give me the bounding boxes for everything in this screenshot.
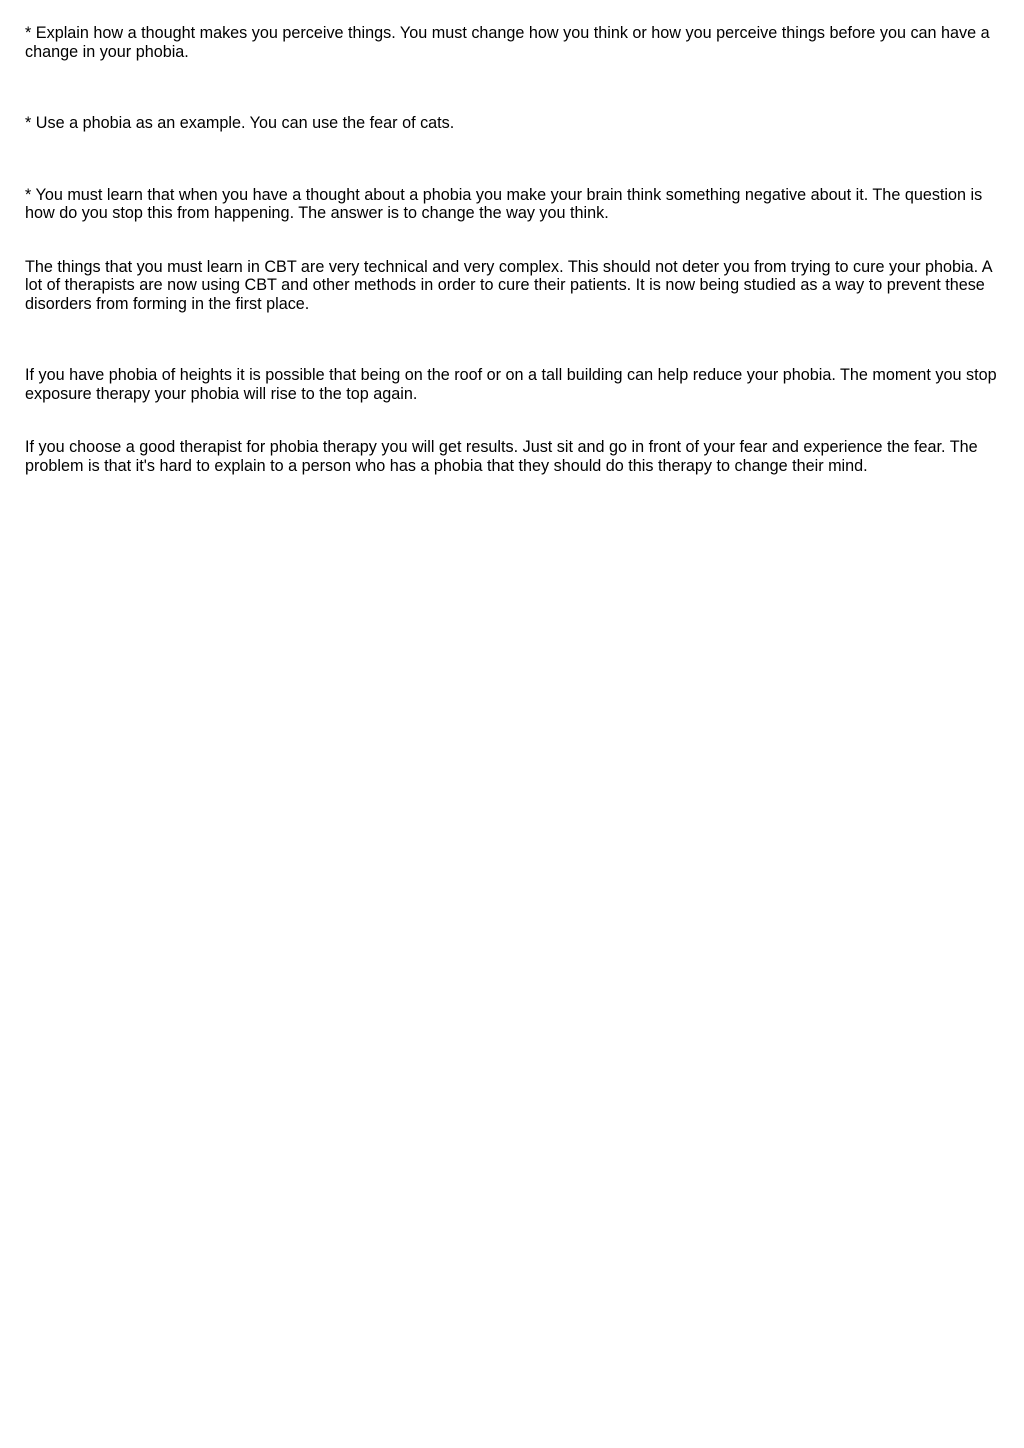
spacer xyxy=(25,61,1001,114)
paragraph-cbt-technical: The things that you must learn in CBT are very technical and very complex. This should not deter you from trying to cure your phobia. A lot of therapists are now using CBT and other methods in order to cure their patients. It is now being studied as a way to prevent these disorders from forming in the first place. xyxy=(25,257,992,313)
paragraph-heights-phobia: If you have phobia of heights it is possible that being on the roof or on a tall building can help reduce your phobia. The moment you stop exposure therapy your phobia will rise to the top again. xyxy=(25,366,997,403)
paragraph-phobia-example: * Use a phobia as an example. You can use the fear of cats. xyxy=(25,114,455,132)
spacer xyxy=(25,313,1001,366)
spacer xyxy=(25,223,1001,258)
document-body xyxy=(25,24,1001,475)
spacer xyxy=(25,403,1001,438)
paragraph-good-therapist: If you choose a good therapist for phobia therapy you will get results. Just sit and go in front of your fear and experience the fear. The problem is that it's hard to explain to a person who has a phobia that they should do this therapy to change their mind. xyxy=(25,438,978,475)
spacer xyxy=(25,133,1001,186)
paragraph-negative-thought: * You must learn that when you have a thought about a phobia you make your brain think something negative about it. The question is how do you stop this from happening. The answer is to change the way you think. xyxy=(25,185,983,222)
paragraph-thought-perception: * Explain how a thought makes you perceive things. You must change how you think or how you perceive things before you can have a change in your phobia. xyxy=(25,24,990,61)
